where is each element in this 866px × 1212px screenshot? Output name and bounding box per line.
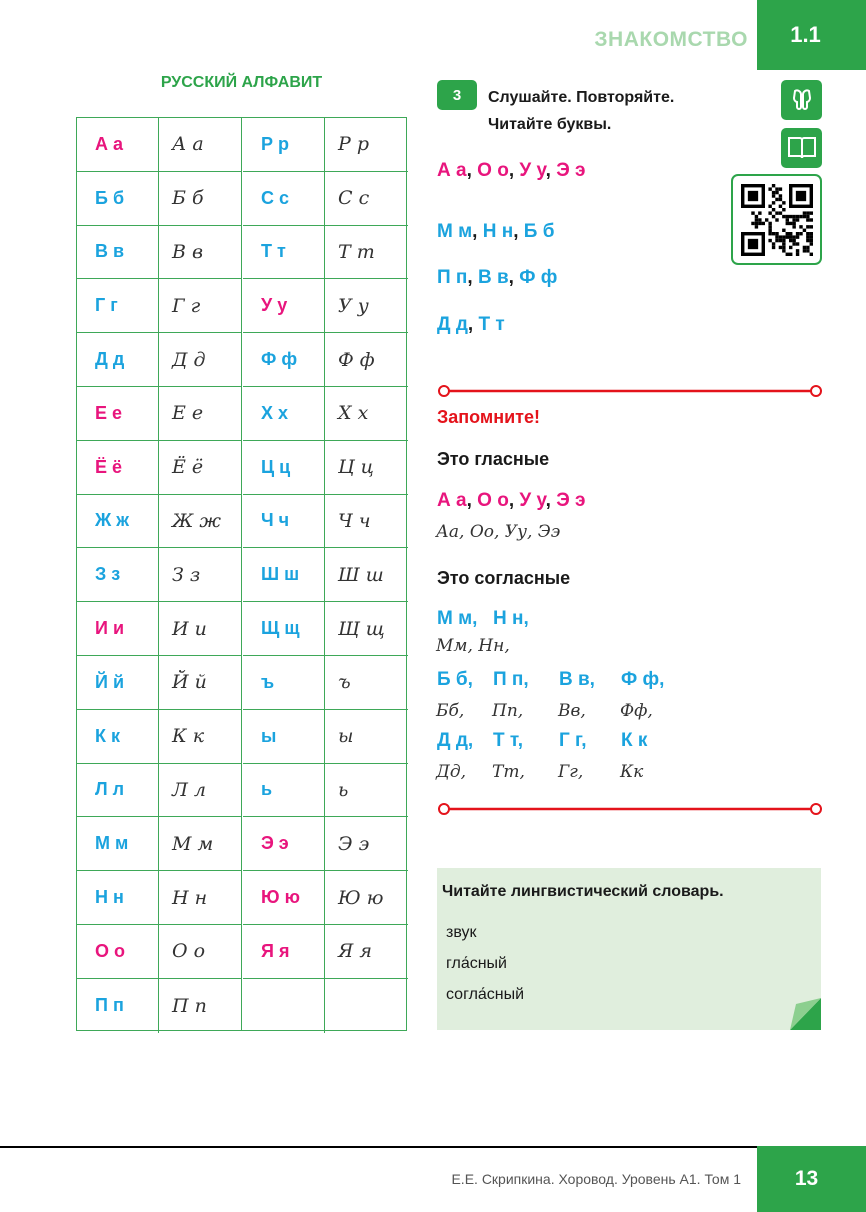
alphabet-row (77, 333, 241, 387)
cursive-letter: Й й (172, 671, 207, 694)
letter-pair: Н н (482, 221, 514, 242)
consonant-cursive: Бб, (436, 701, 465, 721)
alphabet-row (243, 979, 408, 1033)
cursive-letter: Р р (338, 133, 369, 156)
consonant-pair: Г г, (559, 730, 587, 751)
letter-pair: Д д (437, 314, 468, 335)
printed-letter: Ф ф (243, 333, 325, 386)
alphabet-row (77, 279, 241, 333)
alphabet-row (77, 979, 241, 1033)
remember-title: Запомните! (437, 407, 540, 427)
letter-pair: П п (437, 267, 468, 288)
book-icon (786, 134, 818, 162)
alphabet-row (77, 602, 241, 656)
cursive-letter: В в (172, 240, 204, 263)
alphabet-row (77, 656, 241, 710)
printed-letter: Ш ш (243, 548, 325, 601)
vowels-print: А а, О о, У у, Э э (437, 490, 586, 511)
page-number: 13 (794, 1167, 819, 1190)
cursive-letter: Г г (172, 294, 201, 317)
printed-letter: А а (77, 118, 159, 171)
letter-pair: У у (519, 490, 546, 511)
cursive-letter: И и (172, 617, 207, 640)
cursive-letter: У у (338, 294, 369, 317)
section-title: ЗНАКОМСТВО (594, 28, 748, 51)
alphabet-row (243, 226, 408, 280)
alphabet-row (77, 172, 241, 226)
vowels-cursive: Аа, Оо, Уу, Ээ (436, 522, 561, 542)
printed-letter (243, 979, 325, 1033)
printed-letter: Х х (243, 387, 325, 440)
alphabet-table (76, 117, 407, 1031)
printed-letter: Б б (77, 172, 159, 225)
cursive-letter: С с (338, 187, 370, 210)
cursive-letter: Б б (172, 187, 204, 210)
page-number-tab (757, 1146, 866, 1212)
consonant-cursive: Гг, (558, 762, 584, 782)
printed-letter: ы (243, 710, 325, 763)
printed-letter: Г г (77, 279, 159, 332)
cursive-letter: ъ (338, 671, 351, 694)
printed-letter: Д д (77, 333, 159, 386)
letter-pair: Э э (556, 490, 586, 511)
alphabet-row (243, 118, 408, 172)
alphabet-row (77, 118, 241, 172)
alphabet-row (243, 871, 408, 925)
audio-button[interactable] (781, 80, 822, 120)
dictionary-word: согла́сный (446, 986, 525, 1003)
alphabet-row (243, 333, 408, 387)
printed-letter: У у (243, 279, 325, 332)
letter-pair: Ф ф (519, 267, 558, 288)
consonant-pair: П п, (493, 669, 529, 690)
alphabet-row (243, 387, 408, 441)
dictionary-word: звук (446, 924, 477, 941)
cursive-letter: А а (172, 133, 204, 156)
consonants-cursive-row (436, 701, 653, 721)
exercise-instruction-line: Читайте буквы. (488, 116, 612, 133)
consonant-pair: В в, (559, 669, 595, 690)
alphabet-row (77, 764, 241, 818)
printed-letter: О о (77, 925, 159, 978)
exercise-letters-row: А а, О о, У у, Э э (437, 160, 586, 181)
alphabet-row (243, 441, 408, 495)
letter-pair: Т т (478, 314, 505, 335)
cursive-letter: Ф ф (338, 348, 375, 371)
consonants-cursive-row: Мм, Нн, (436, 636, 510, 656)
alphabet-row (77, 817, 241, 871)
letter-pair: Б б (523, 221, 555, 242)
footer-rule (0, 1146, 757, 1148)
consonant-cursive: Пп, (492, 701, 524, 721)
cursive-letter: М м (172, 832, 214, 855)
page-curl-corner (790, 998, 821, 1030)
alphabet-row (243, 602, 408, 656)
dictionary-word: гла́сный (446, 955, 507, 972)
letter-pair: М м (437, 221, 473, 242)
footer-book-title: Е.Е. Скрипкина. Хоровод. Уровень А1. Том 1 (451, 1171, 741, 1187)
cursive-letter (325, 979, 408, 1033)
consonant-cursive: Вв, (558, 701, 586, 721)
consonant-cursive: Кк (620, 762, 644, 782)
alphabet-column-right (243, 118, 408, 1030)
cursive-letter: Д д (172, 348, 206, 371)
consonant-pair: Ф ф, (621, 669, 665, 690)
cursive-letter: ы (338, 725, 354, 748)
alphabet-row (243, 817, 408, 871)
printed-letter: П п (77, 979, 159, 1033)
printed-letter: Ж ж (77, 495, 159, 548)
printed-letter: М м (77, 817, 159, 870)
exercise-instructions (488, 84, 748, 138)
printed-letter: Я я (243, 925, 325, 978)
letter-pair: О о (477, 160, 509, 181)
section-number: 1.1 (790, 22, 821, 47)
cursive-letter: К к (172, 725, 205, 748)
consonants-print-row (437, 730, 647, 752)
printed-letter: Щ щ (243, 602, 325, 655)
printed-letter: ъ (243, 656, 325, 709)
alphabet-row (77, 387, 241, 441)
cursive-letter: Ё ё (172, 456, 204, 479)
printed-letter: Й й (77, 656, 159, 709)
printed-letter: С с (243, 172, 325, 225)
qr-code[interactable] (731, 174, 822, 265)
alphabet-row (243, 656, 408, 710)
headphones-icon (787, 85, 817, 115)
cursive-letter: Л л (172, 778, 206, 801)
exercise-letters-row: П п, В в, Ф ф (437, 267, 558, 288)
consonant-pair: М м, (437, 608, 478, 629)
consonant-cursive: Дд, (436, 762, 466, 782)
consonant-pair: К к (621, 730, 648, 751)
alphabet-row (77, 226, 241, 280)
alphabet-row (77, 495, 241, 549)
exercise-number-badge: 3 (437, 80, 477, 110)
printed-letter: Ё ё (77, 441, 159, 494)
cursive-letter: О о (172, 940, 206, 963)
consonants-print-row (437, 669, 664, 691)
printed-letter: Т т (243, 226, 325, 279)
letter-pair: В в (477, 267, 509, 288)
alphabet-row (243, 764, 408, 818)
alphabet-row (243, 279, 408, 333)
alphabet-row (243, 925, 408, 979)
frame-rule-top (437, 384, 823, 398)
cursive-letter: П п (172, 994, 207, 1017)
cursive-letter: Х х (338, 402, 369, 425)
alphabet-row (77, 925, 241, 979)
cursive-letter: Я я (338, 940, 372, 963)
qr-code-icon (741, 184, 813, 256)
printed-letter: В в (77, 226, 159, 279)
cursive-letter: Е е (172, 402, 204, 425)
alphabet-row (77, 441, 241, 495)
consonant-cursive: Тт, (492, 762, 525, 782)
alphabet-row (243, 548, 408, 602)
cursive-letter: ь (338, 778, 349, 801)
printed-letter: Е е (77, 387, 159, 440)
consonants-cursive-row (436, 762, 643, 782)
frame-rule-bottom (437, 802, 823, 816)
printed-letter: Э э (243, 817, 325, 870)
printed-letter: З з (77, 548, 159, 601)
dictionary-title: Читайте лингвистический словарь. (442, 883, 724, 900)
consonant-pair: Б б, (437, 669, 473, 690)
book-button[interactable] (781, 128, 822, 168)
cursive-letter: З з (172, 563, 201, 586)
cursive-letter: Н н (172, 886, 208, 909)
letter-pair: У у (519, 160, 546, 181)
alphabet-row (77, 548, 241, 602)
consonants-print-row (437, 608, 529, 630)
cursive-letter: Ч ч (338, 509, 371, 532)
printed-letter: Ю ю (243, 871, 325, 924)
alphabet-row (243, 495, 408, 549)
printed-letter: ь (243, 764, 325, 817)
cursive-letter: Э э (338, 832, 370, 855)
printed-letter: Р р (243, 118, 325, 171)
letter-pair: А а (437, 490, 467, 511)
alphabet-column-left (77, 118, 242, 1030)
consonant-cursive: Фф, (620, 701, 653, 721)
section-number-tab (757, 0, 866, 70)
consonant-pair: Т т, (493, 730, 524, 751)
consonants-heading: Это согласные (437, 568, 571, 588)
letter-pair: Э э (556, 160, 586, 181)
alphabet-row (243, 710, 408, 764)
vowels-heading: Это гласные (437, 449, 550, 469)
printed-letter: Ч ч (243, 495, 325, 548)
consonant-pair: Д д, (437, 730, 474, 751)
cursive-letter: Ж ж (172, 509, 221, 532)
exercise-letters-row: Д д, Т т (437, 314, 505, 335)
printed-letter: И и (77, 602, 159, 655)
cursive-letter: Т т (338, 240, 375, 263)
cursive-letter: Ю ю (338, 886, 384, 909)
letter-pair: А а (437, 160, 467, 181)
exercise-instruction-line: Слушайте. Повторяйте. (488, 89, 675, 106)
printed-letter: Н н (77, 871, 159, 924)
consonant-pair: Н н, (493, 608, 529, 629)
cursive-letter: Ш ш (338, 563, 384, 586)
cursive-letter: Ц ц (338, 456, 374, 479)
alphabet-row (243, 172, 408, 226)
printed-letter: Л л (77, 764, 159, 817)
alphabet-row (77, 871, 241, 925)
cursive-letter: Щ щ (338, 617, 385, 640)
alphabet-row (77, 710, 241, 764)
letter-pair: О о (477, 490, 509, 511)
printed-letter: Ц ц (243, 441, 325, 494)
exercise-letters-row: М м, Н н, Б б (437, 221, 555, 242)
printed-letter: К к (77, 710, 159, 763)
alphabet-title: РУССКИЙ АЛФАВИТ (160, 74, 323, 91)
